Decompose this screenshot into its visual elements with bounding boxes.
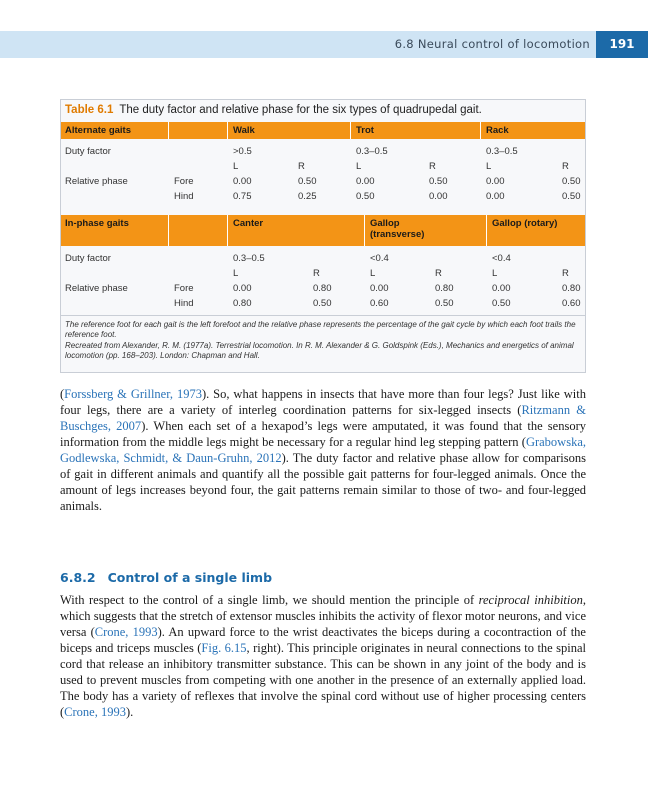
table-cell: 0.80 (233, 298, 252, 309)
side-label: L (370, 268, 376, 279)
inphase-gaits-header: In-phase gaits (65, 218, 129, 229)
table-cell: 0.80 (313, 283, 332, 294)
table-footnote: The reference foot for each gait is the left forefoot and the relative phase represents the percentage of the gait cycle by which each foot trails the reference foot. (65, 320, 576, 339)
body-paragraph-1: (Forssberg & Grillner, 1973). So, what happens in insects that have more than four legs? Just like with four legs, there are a variety of interleg coordination patterns for six-legged insects (Ritzmann & Buschges, 2007). When each set of a hexapod’s legs were amputated, it was found that the sensory information from the middle legs might be necessary for a regular hind leg stepping pattern (Grabowska, Godlewska, Schmidt, & Daun-Gruhn, 2012). The duty factor and relative phase allow for comparisons of gait in different animals and quantify all the possible gait patterns for four-legged animals. Once the amount of legs increases beyond four, the gait patterns remain similar to those of two- and four-legged animals. (60, 387, 587, 513)
table-cell: 0.60 (562, 298, 581, 309)
table-cell: 0.80 (435, 283, 454, 294)
duty-gallop-rotary: <0.4 (492, 253, 511, 264)
relative-phase-label: Relative phase (65, 283, 128, 294)
table-cell: 0.50 (313, 298, 332, 309)
fore-label: Fore (174, 176, 194, 187)
duty-trot: 0.3–0.5 (356, 146, 388, 157)
section-title: 6.8 Neural control of locomotion (394, 37, 590, 51)
duty-walk: >0.5 (233, 146, 252, 157)
table-source: Recreated from Alexander, R. M. (1977a). Terrestrial locomotion. In R. M. Alexander & G. Goldspink (Eds.), Mechanics and energetics of animal locomotion (pp. 168–203). London: Chapman and Hall. (65, 341, 574, 360)
relative-phase-label: Relative phase (65, 176, 128, 187)
table-cell: 0.00 (486, 191, 505, 202)
gait-gallop-transverse: Gallop (transverse) (370, 218, 425, 240)
emphasis-term: reciprocal inhibition (478, 593, 583, 607)
side-label: R (313, 268, 320, 279)
table-cell: 0.25 (298, 191, 317, 202)
table-cell: 0.80 (562, 283, 581, 294)
table-title: The duty factor and relative phase for the six types of quadrupedal gait. (119, 104, 482, 116)
table-cell: 0.00 (492, 283, 511, 294)
figure-link[interactable]: Fig. 6.15 (201, 641, 247, 655)
gait-walk: Walk (233, 125, 255, 136)
inphase-header-bar (61, 215, 585, 246)
side-label: R (298, 161, 305, 172)
table-cell: 0.00 (233, 283, 252, 294)
table-cell: 0.00 (356, 176, 375, 187)
duty-gallop-transverse: <0.4 (370, 253, 389, 264)
fore-label: Fore (174, 283, 194, 294)
citation-link[interactable]: Crone, 1993 (64, 705, 126, 719)
table-cell: 0.00 (486, 176, 505, 187)
subheading-title: Control of a single limb (107, 570, 273, 585)
side-label: L (492, 268, 498, 279)
hind-label: Hind (174, 298, 194, 309)
duty-factor-label: Duty factor (65, 253, 111, 264)
citation-link[interactable]: Forssberg & Grillner, 1973 (64, 387, 202, 401)
running-header (0, 31, 648, 58)
side-label: R (562, 268, 569, 279)
subheading-number: 6.8.2 (60, 570, 96, 585)
table-cell: 0.50 (435, 298, 454, 309)
table-cell: 0.50 (429, 176, 448, 187)
table-cell: 0.50 (562, 191, 581, 202)
gait-rack: Rack (486, 125, 509, 136)
gait-table (60, 99, 586, 373)
table-cell: 0.00 (429, 191, 448, 202)
side-label: R (429, 161, 436, 172)
table-cell: 0.00 (233, 176, 252, 187)
hind-label: Hind (174, 191, 194, 202)
gait-gallop-rotary: Gallop (rotary) (492, 218, 558, 229)
alternate-header-bar (61, 122, 585, 139)
side-label: L (356, 161, 362, 172)
table-number: Table 6.1 (65, 104, 114, 116)
table-cell: 0.60 (370, 298, 389, 309)
table-cell: 0.75 (233, 191, 252, 202)
page-number: 191 (596, 31, 648, 58)
section-subheading (60, 570, 272, 585)
alternate-gaits-header: Alternate gaits (65, 125, 131, 136)
side-label: R (435, 268, 442, 279)
table-rule (61, 315, 585, 316)
side-label: L (486, 161, 492, 172)
citation-link[interactable]: Ritzmann & Buschges, 2007 (60, 403, 587, 433)
side-label: R (562, 161, 569, 172)
duty-rack: 0.3–0.5 (486, 146, 518, 157)
body-paragraph-2: With respect to the control of a single limb, we should mention the principle of reciprocal inhibition, which suggests that the stretch of extensor muscles inhibits the activity of flexor motor neurons, and vice versa (Crone, 1993). An upward force to the wrist deactivates the biceps during a cocontraction of the biceps and triceps muscles (Fig. 6.15, right). This principle originates in neural connections to the spinal cord that release an inhibitory transmitter substance. This can be shown in any joint of the body and is used to prevent muscles from competing with one another in the presence of an externally applied load. The body has a variety of reflexes that involve the spinal cord without use of higher processing centers (Crone, 1993). (60, 593, 586, 719)
gait-trot: Trot (356, 125, 374, 136)
table-cell: 0.50 (356, 191, 375, 202)
duty-canter: 0.3–0.5 (233, 253, 265, 264)
side-label: L (233, 268, 239, 279)
citation-link[interactable]: Crone, 1993 (94, 625, 158, 639)
table-cell: 0.50 (298, 176, 317, 187)
citation-link[interactable]: Grabowska, Godlewska, Schmidt, & Daun-Gruhn, 2012 (60, 435, 586, 465)
table-cell: 0.50 (492, 298, 511, 309)
table-cell: 0.50 (562, 176, 581, 187)
table-caption (65, 104, 482, 116)
table-cell: 0.00 (370, 283, 389, 294)
side-label: L (233, 161, 239, 172)
gait-canter: Canter (233, 218, 264, 229)
duty-factor-label: Duty factor (65, 146, 111, 157)
